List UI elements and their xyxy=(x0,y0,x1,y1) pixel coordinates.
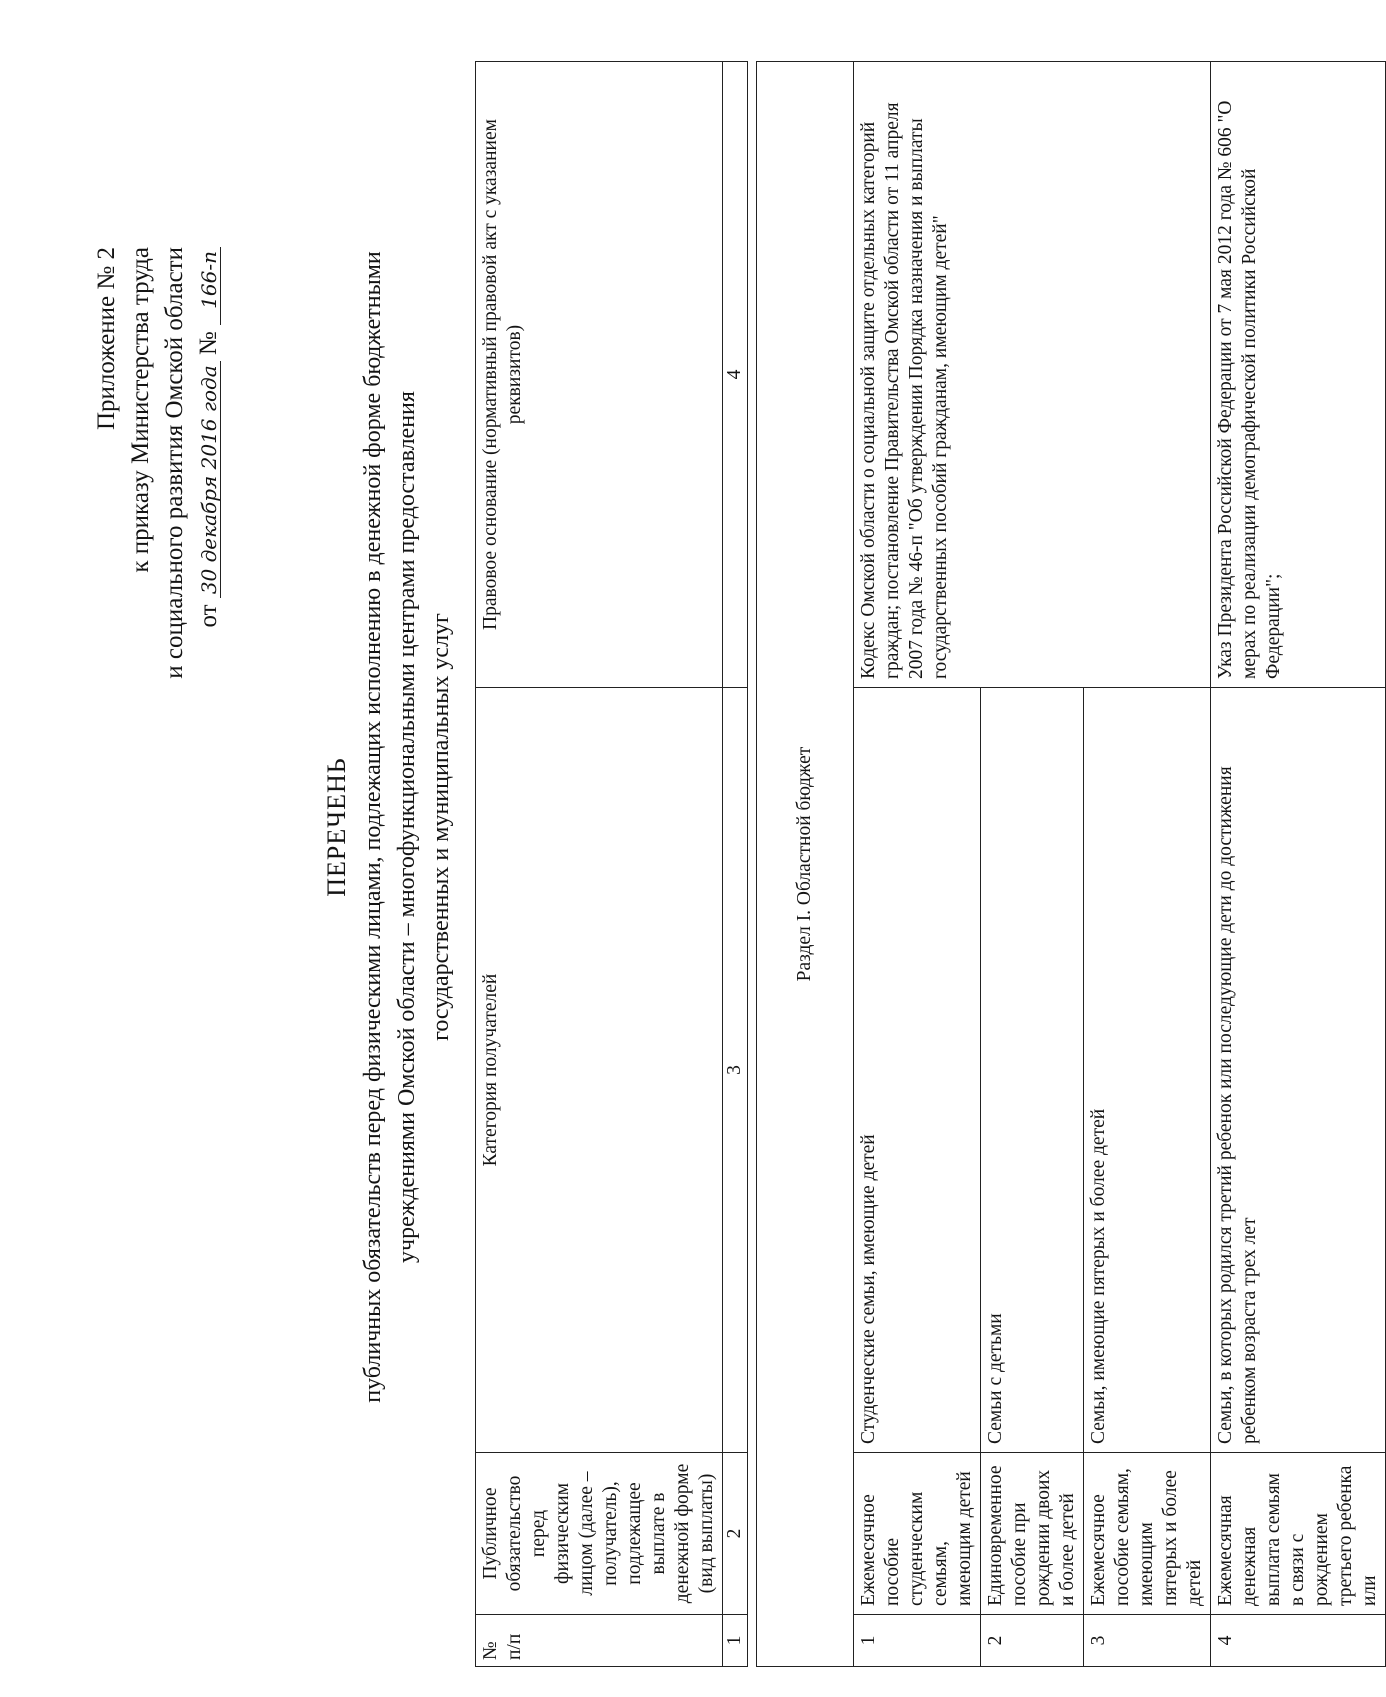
title-line-3: государственных и муниципальных услуг xyxy=(428,613,454,1041)
header-basis: Правовое основание (нормативный правовой акт с указанием реквизитов) xyxy=(476,62,723,688)
handwritten-number: 166-п xyxy=(198,247,221,325)
row-num: 4 xyxy=(1211,1615,1386,1667)
row-basis: Кодекс Омской области о социальной защите отдельных категорий граждан; постановление Правительства Омской области от 11 апреля 2007 года № 46-п "Об утверждении Порядка назначения и выплаты государственных пособий гражданам, имеющим детей" xyxy=(854,62,1211,688)
row-num: 3 xyxy=(1084,1615,1211,1667)
header-obligation: Публичное обязательство перед физическим лицом (далее – получатель), подлежащее выплате в денежной форме (вид выплаты) xyxy=(476,1453,723,1615)
column-number: 4 xyxy=(723,62,748,688)
row-num: 2 xyxy=(981,1615,1084,1667)
appendix-number: Приложение № 2 xyxy=(93,247,120,431)
row-category: Семьи с детьми xyxy=(981,688,1084,1453)
row-basis: Указ Президента Российской Федерации от 7 мая 2012 года № 606 "О мерах по реализации демографической политики Российской Федерации"; xyxy=(1211,62,1386,688)
table-header-row xyxy=(476,62,723,1667)
column-numbers-row xyxy=(723,62,748,1667)
obligations-table xyxy=(475,61,1386,1667)
row-category: Студенческие семьи, имеющие детей xyxy=(854,688,981,1453)
row-obligation: Ежемесячная денежная выплата семьям в связи с рождением третьего ребенка или xyxy=(1211,1453,1386,1615)
spacer-row xyxy=(748,62,757,1667)
header-num: № п/п xyxy=(476,1615,723,1667)
date-prefix: от xyxy=(195,604,222,628)
header-category: Категория получателей xyxy=(476,688,723,1453)
column-number: 3 xyxy=(723,688,748,1453)
column-number: 2 xyxy=(723,1453,748,1615)
column-number: 1 xyxy=(723,1615,748,1667)
row-obligation: Ежемесячное пособие студенческим семьям, имеющим детей xyxy=(854,1453,981,1615)
section-title: Раздел I. Областной бюджет xyxy=(757,62,854,1667)
row-num: 1 xyxy=(854,1615,981,1667)
document-title xyxy=(320,237,458,1417)
section-row xyxy=(757,62,854,1667)
number-label: № xyxy=(195,331,222,356)
row-obligation: Единовременное пособие при рождении двоих и более детей xyxy=(981,1453,1084,1615)
order-ministry-line-2: и социального развития Омской области xyxy=(161,247,188,679)
approval-block xyxy=(90,247,226,767)
row-category: Семьи, в которых родился третий ребенок или последующие дети до достижения ребенком возраста трех лет xyxy=(1211,688,1386,1453)
table-row xyxy=(1211,62,1386,1667)
row-obligation: Ежемесячное пособие семьям, имеющим пятерых и более детей xyxy=(1084,1453,1211,1615)
order-date-line xyxy=(192,247,226,767)
table-row xyxy=(854,62,981,1667)
row-category: Семьи, имеющие пятерых и более детей xyxy=(1084,688,1211,1453)
title-line-2: учреждениями Омской области – многофункциональными центрами предоставления xyxy=(394,391,420,1263)
title-heading: ПЕРЕЧЕНЬ xyxy=(322,757,351,897)
handwritten-date: 30 декабря 2016 года xyxy=(198,361,221,598)
title-line-1: публичных обязательств перед физическими лицами, подлежащих исполнению в денежной форме бюджетными xyxy=(360,251,386,1403)
order-ministry-line: к приказу Министерства труда xyxy=(127,247,154,573)
